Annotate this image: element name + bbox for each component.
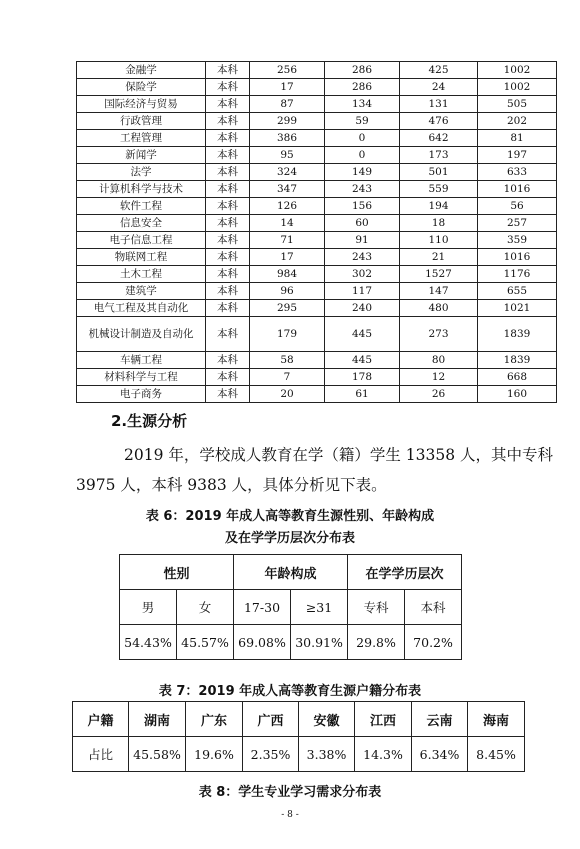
table-row (77, 283, 557, 300)
table7-cell: 45.58% (129, 737, 186, 772)
major-name-cell: 物联网工程 (77, 249, 206, 266)
table-row (77, 79, 557, 96)
value-cell: 60 (325, 215, 400, 232)
table-row (77, 300, 557, 317)
table-row (77, 62, 557, 79)
value-cell: 202 (478, 113, 557, 130)
value-cell: 20 (250, 386, 325, 403)
value-cell: 0 (325, 130, 400, 147)
value-cell: 273 (400, 317, 478, 352)
value-cell: 1002 (478, 79, 557, 96)
table-row (77, 369, 557, 386)
level-cell: 本科 (206, 198, 250, 215)
major-name-cell: 电气工程及其自动化 (77, 300, 206, 317)
table7-header: 安徽 (299, 702, 355, 737)
table6-sub: 17-30 (234, 590, 291, 625)
value-cell: 117 (325, 283, 400, 300)
value-cell: 26 (400, 386, 478, 403)
table6-sub: 本科 (405, 590, 462, 625)
table6-value-row (120, 625, 462, 660)
level-cell: 本科 (206, 266, 250, 283)
value-cell: 347 (250, 181, 325, 198)
table6-group-level: 在学学历层次 (348, 555, 462, 590)
major-name-cell: 信息安全 (77, 215, 206, 232)
table6-value: 45.57% (177, 625, 234, 660)
table7-cell: 8.45% (468, 737, 525, 772)
value-cell: 24 (400, 79, 478, 96)
major-name-cell: 材料科学与工程 (77, 369, 206, 386)
level-cell: 本科 (206, 147, 250, 164)
major-name-cell: 计算机科学与技术 (77, 181, 206, 198)
table-row (77, 181, 557, 198)
table7-header: 广东 (186, 702, 243, 737)
table7-cell: 19.6% (186, 737, 243, 772)
value-cell: 91 (325, 232, 400, 249)
value-cell: 1021 (478, 300, 557, 317)
table6-value: 54.43% (120, 625, 177, 660)
level-cell: 本科 (206, 232, 250, 249)
value-cell: 0 (325, 147, 400, 164)
level-cell: 本科 (206, 300, 250, 317)
value-cell: 110 (400, 232, 478, 249)
value-cell: 131 (400, 96, 478, 113)
value-cell: 1176 (478, 266, 557, 283)
table-row (77, 215, 557, 232)
major-name-cell: 工程管理 (77, 130, 206, 147)
value-cell: 505 (478, 96, 557, 113)
value-cell: 56 (478, 198, 557, 215)
level-cell: 本科 (206, 113, 250, 130)
value-cell: 240 (325, 300, 400, 317)
table6-sub-row (120, 590, 462, 625)
value-cell: 12 (400, 369, 478, 386)
level-cell: 本科 (206, 215, 250, 232)
value-cell: 194 (400, 198, 478, 215)
level-cell: 本科 (206, 62, 250, 79)
table6-caption-line1: 表 6：2019 年成人高等教育生源性别、年龄构成 (145, 509, 435, 524)
major-name-cell: 金融学 (77, 62, 206, 79)
major-table (76, 61, 557, 403)
table6-value: 30.91% (291, 625, 348, 660)
value-cell: 256 (250, 62, 325, 79)
value-cell: 1527 (400, 266, 478, 283)
major-name-cell: 保险学 (77, 79, 206, 96)
table7-caption: 表 7：2019 年成人高等教育生源户籍分布表 (158, 684, 422, 699)
value-cell: 179 (250, 317, 325, 352)
table7-header: 海南 (468, 702, 525, 737)
table-row (77, 317, 557, 352)
value-cell: 633 (478, 164, 557, 181)
level-cell: 本科 (206, 181, 250, 198)
table-row (77, 130, 557, 147)
major-name-cell: 行政管理 (77, 113, 206, 130)
table6-group-gender: 性别 (120, 555, 234, 590)
table7-header: 湖南 (129, 702, 186, 737)
value-cell: 476 (400, 113, 478, 130)
value-cell: 71 (250, 232, 325, 249)
intro-paragraph: 2019 年，学校成人教育在学（籍）学生 13358 人，其中专科 3975 人，本科 9383 人，具体分析见下表。 (76, 446, 554, 494)
value-cell: 501 (400, 164, 478, 181)
value-cell: 147 (400, 283, 478, 300)
value-cell: 386 (250, 130, 325, 147)
value-cell: 299 (250, 113, 325, 130)
table6-group-age: 年龄构成 (234, 555, 348, 590)
value-cell: 81 (478, 130, 557, 147)
value-cell: 197 (478, 147, 557, 164)
table-row (77, 198, 557, 215)
value-cell: 243 (325, 181, 400, 198)
value-cell: 178 (325, 369, 400, 386)
value-cell: 126 (250, 198, 325, 215)
value-cell: 642 (400, 130, 478, 147)
value-cell: 1839 (478, 352, 557, 369)
major-name-cell: 土木工程 (77, 266, 206, 283)
table6 (119, 554, 462, 660)
major-name-cell: 国际经济与贸易 (77, 96, 206, 113)
value-cell: 302 (325, 266, 400, 283)
level-cell: 本科 (206, 283, 250, 300)
level-cell: 本科 (206, 164, 250, 181)
value-cell: 324 (250, 164, 325, 181)
value-cell: 17 (250, 79, 325, 96)
table6-sub: ≥31 (291, 590, 348, 625)
major-name-cell: 车辆工程 (77, 352, 206, 369)
table7-header: 户籍 (73, 702, 129, 737)
table-row (77, 232, 557, 249)
table6-sub: 男 (120, 590, 177, 625)
level-cell: 本科 (206, 352, 250, 369)
table-row (77, 249, 557, 266)
value-cell: 18 (400, 215, 478, 232)
value-cell: 445 (325, 352, 400, 369)
level-cell: 本科 (206, 79, 250, 96)
value-cell: 1002 (478, 62, 557, 79)
table-row (77, 96, 557, 113)
table7-header: 广西 (243, 702, 299, 737)
table-row (77, 164, 557, 181)
table6-value: 70.2% (405, 625, 462, 660)
table-row (77, 266, 557, 283)
table7 (72, 701, 525, 772)
value-cell: 1016 (478, 181, 557, 198)
value-cell: 87 (250, 96, 325, 113)
value-cell: 59 (325, 113, 400, 130)
major-table-body (77, 62, 557, 403)
value-cell: 7 (250, 369, 325, 386)
major-name-cell: 电子商务 (77, 386, 206, 403)
value-cell: 17 (250, 249, 325, 266)
section-title: 2.生源分析 (111, 412, 188, 430)
value-cell: 257 (478, 215, 557, 232)
value-cell: 134 (325, 96, 400, 113)
level-cell: 本科 (206, 249, 250, 266)
table7-cell: 14.3% (355, 737, 412, 772)
table6-sub: 专科 (348, 590, 405, 625)
value-cell: 61 (325, 386, 400, 403)
value-cell: 445 (325, 317, 400, 352)
table6-value: 69.08% (234, 625, 291, 660)
table-row (77, 352, 557, 369)
value-cell: 655 (478, 283, 557, 300)
major-name-cell: 软件工程 (77, 198, 206, 215)
level-cell: 本科 (206, 130, 250, 147)
table7-header-row (73, 702, 525, 737)
table7-cell: 占比 (73, 737, 129, 772)
table7-cell: 3.38% (299, 737, 355, 772)
table6-caption-line2: 及在学学历层次分布表 (224, 531, 355, 546)
table7-value-row (73, 737, 525, 772)
value-cell: 96 (250, 283, 325, 300)
value-cell: 559 (400, 181, 478, 198)
level-cell: 本科 (206, 96, 250, 113)
table6-sub: 女 (177, 590, 234, 625)
table7-header: 江西 (355, 702, 412, 737)
level-cell: 本科 (206, 386, 250, 403)
level-cell: 本科 (206, 369, 250, 386)
value-cell: 80 (400, 352, 478, 369)
table7-header: 云南 (412, 702, 468, 737)
table-row (77, 147, 557, 164)
major-name-cell: 建筑学 (77, 283, 206, 300)
value-cell: 156 (325, 198, 400, 215)
value-cell: 1016 (478, 249, 557, 266)
level-cell: 本科 (206, 317, 250, 352)
major-name-cell: 法学 (77, 164, 206, 181)
value-cell: 295 (250, 300, 325, 317)
value-cell: 359 (478, 232, 557, 249)
value-cell: 160 (478, 386, 557, 403)
table-row (77, 113, 557, 130)
value-cell: 243 (325, 249, 400, 266)
value-cell: 286 (325, 79, 400, 96)
table7-cell: 6.34% (412, 737, 468, 772)
table8-caption: 表 8：学生专业学习需求分布表 (198, 785, 382, 800)
value-cell: 14 (250, 215, 325, 232)
value-cell: 668 (478, 369, 557, 386)
value-cell: 95 (250, 147, 325, 164)
table6-value: 29.8% (348, 625, 405, 660)
value-cell: 173 (400, 147, 478, 164)
major-name-cell: 机械设计制造及自动化 (77, 317, 206, 352)
value-cell: 21 (400, 249, 478, 266)
table6-group-row (120, 555, 462, 590)
major-name-cell: 电子信息工程 (77, 232, 206, 249)
value-cell: 1839 (478, 317, 557, 352)
value-cell: 149 (325, 164, 400, 181)
major-name-cell: 新闻学 (77, 147, 206, 164)
value-cell: 480 (400, 300, 478, 317)
value-cell: 425 (400, 62, 478, 79)
value-cell: 286 (325, 62, 400, 79)
value-cell: 984 (250, 266, 325, 283)
page-number: - 8 - (281, 810, 299, 820)
table7-cell: 2.35% (243, 737, 299, 772)
table-row (77, 386, 557, 403)
value-cell: 58 (250, 352, 325, 369)
